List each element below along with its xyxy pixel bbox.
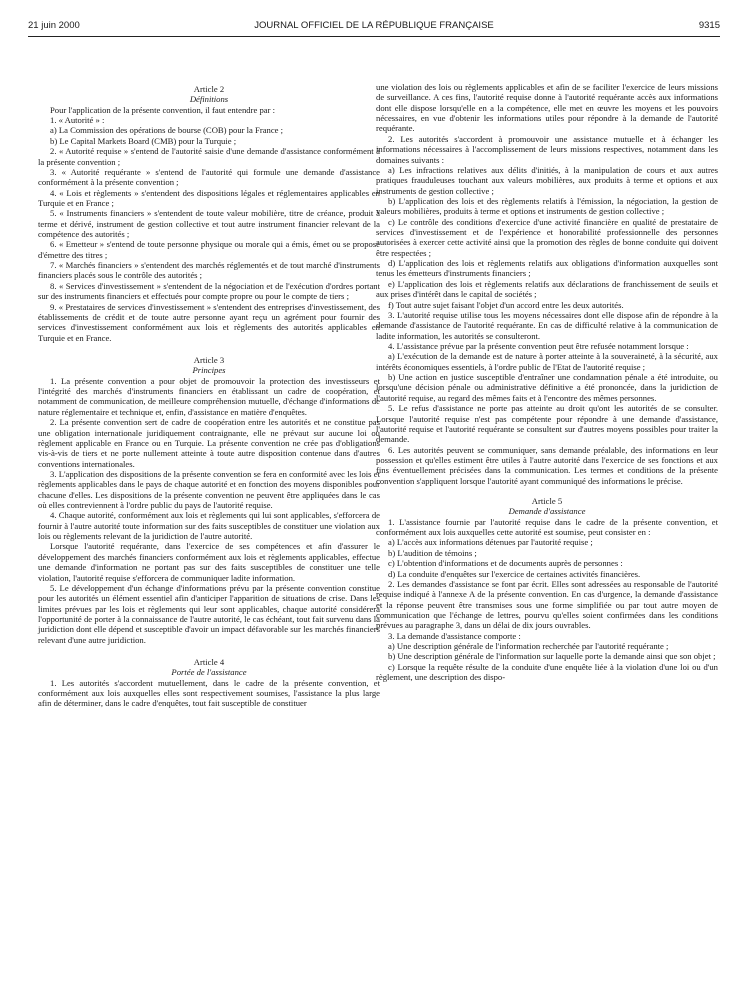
- paragraph: 6. « Emetteur » s'entend de toute personne physique ou morale qui a émis, émet ou se propose d'émettre des titres ;: [38, 239, 380, 260]
- paragraph: 4. L'assistance prévue par la présente convention peut être refusée notamment lorsque :: [388, 340, 689, 351]
- paragraph: d) La conduite d'enquêtes sur l'exercice de certaines activités financières.: [388, 568, 641, 579]
- paragraph: 1. La présente convention a pour objet de promouvoir la protection des investisseurs et l'intégrité des marchés d'instruments financiers en établissant un cadre de coopération, et notamment de communication, de meilleure compréhension mutuelle, d'échange d'informations de nature réglementaire et technique et, enfin, d'assistance en matière d'enquêtes.: [38, 375, 380, 417]
- right-column: [376, 82, 718, 990]
- paragraph: 5. « Instruments financiers » s'entendent de toute valeur mobilière, titre de créance, produit à terme et dérivé, instrument de gestion collective et tout autre instrument financier relevant de la compétence des autorités ;: [38, 208, 380, 240]
- paragraph: une violation des lois ou règlements applicables et afin de se faciliter l'exercice de leurs missions de surveillance. A ces fins, l'autorité requise donne à l'autorité requérante accès aux informations dont elle dispose lorsqu'elle en a la compétence, elle met en œuvre les moyens et les pouvoirs nécessaires, en vue d'obtenir les informations utiles pour répondre à la demande de l'autorité requérante.: [376, 82, 718, 134]
- paragraph: a) La Commission des opérations de bourse (COB) pour la France ;: [50, 125, 284, 136]
- paragraph: a) L'exécution de la demande est de nature à porter atteinte à la souveraineté, à la sécurité, aux intérêts économiques essentiels, à l'ordre public de l'Etat de l'autorité requise ;: [376, 351, 718, 372]
- paragraph: Pour l'application de la présente convention, il faut entendre par :: [50, 104, 276, 115]
- paragraph: e) L'application des lois et règlements relatifs aux déclarations de franchissement de seuils et aux prises d'intérêt dans le capital de sociétés ;: [376, 278, 718, 300]
- paragraph: a) Les infractions relatives aux délits d'initiés, à la manipulation de cours et aux autres pratiques frauduleuses touchant aux valeurs mobilières, aux produits à terme et options et aux instruments de gestion collective ;: [376, 164, 718, 196]
- paragraph: 5. Le refus d'assistance ne porte pas atteinte au droit qu'ont les autorités de se consulter. Lorsque l'autorité requise n'est pas compétente pour répondre à une demande d'assistance, l'autorité requise et l'autorité requérante se consultent sur d'autres moyens possibles pour traiter la demande.: [376, 403, 718, 445]
- article-heading: Article 2: [193, 84, 225, 94]
- paragraph: 2. Les demandes d'assistance se font par écrit. Elles sont adressées au responsable de l'autorité requise indiqué à l'annexe A de la présente convention. En cas d'urgence, la demande d'assistance et la réponse peuvent être transmises sous une forme simplifiée ou par tout autre moyen de communication que l'échange de lettres, pourvu qu'elles soient confirmées dans les conditions prévues au paragraphe 3, dans un délai de dix jours ouvrables.: [376, 578, 718, 631]
- paragraph: Lorsque l'autorité requérante, dans l'exercice de ses compétences et afin d'assurer le développement des marchés financiers conformément aux lois et règlements applicables, effectue une demande d'information ne portant pas sur des faits susceptibles de constituer une telle violation, l'autorité requise s'efforcera de communiquer ladite information.: [38, 541, 380, 583]
- paragraph: a) Une description générale de l'information recherchée par l'autorité requérante ;: [388, 641, 669, 652]
- paragraph: 6. Les autorités peuvent se communiquer, sans demande préalable, des informations en leur possession et qu'elles estiment être utiles à l'autre autorité dans l'exercice de ses fonctions et aux fins éventuellement précisées dans la communication. Les termes et conditions de la présente convention s'appliquent lorsque l'autorité ayant communiqué des informations le précise.: [376, 444, 718, 486]
- page-header: [28, 20, 720, 32]
- article-subheading: Principes: [192, 365, 226, 376]
- paragraph: b) Une description générale de l'information sur laquelle porte la demande ainsi que son objet ;: [388, 651, 716, 662]
- paragraph: 7. « Marchés financiers » s'entendent des marchés réglementés et de tout marché d'instruments financiers placés sous le contrôle des autorités ;: [38, 260, 380, 281]
- paragraph: 3. « Autorité requérante » s'entend de l'autorité qui formule une demande d'assistance conformément à la présente convention ;: [38, 166, 380, 188]
- paragraph: 3. L'autorité requise utilise tous les moyens nécessaires dont elle dispose afin de répondre à la demande d'assistance de l'autorité requérante. En cas de difficulté relative à la communication de ladite information, les autorités se consulteront.: [376, 309, 718, 341]
- header-rule: [28, 36, 720, 37]
- journal-title: JOURNAL OFFICIEL DE LA RÉPUBLIQUE FRANÇAISE: [254, 20, 494, 31]
- issue-date: 21 juin 2000: [28, 20, 80, 31]
- paragraph: 1. Les autorités s'accordent mutuellement, dans le cadre de la présente convention, et conformément aux lois auxquelles elles sont respectivement soumises, l'assistance la plus large afin de déterminer, dans le cadre d'enquêtes, tout fait susceptible de constituer: [38, 677, 380, 709]
- article-subheading: Portée de l'assistance: [171, 667, 247, 678]
- paragraph: c) Le contrôle des conditions d'exercice d'une activité financière en qualité de prestataire de services d'investissement et de l'expérience et honorabilité professionnelle des personnes autorisées à exercer cette activité ainsi que la promotion des règles de bonne conduite qui doivent être respectées ;: [376, 216, 718, 258]
- paragraph: 1. « Autorité » :: [50, 115, 105, 126]
- paragraph: b) Le Capital Markets Board (CMB) pour la Turquie ;: [50, 135, 237, 146]
- paragraph: 8. « Services d'investissement » s'entendent de la négociation et de l'exécution d'ordres portant sur des instruments financiers et effectués pour compte propre ou pour le compte de tiers ;: [38, 280, 380, 302]
- paragraph: 9. « Prestataires de services d'investissement » s'entendent des entreprises d'investissement, des établissements de crédit et de toute autre personne ayant reçu un agrément pour fournir des services d'investissement conformément aux lois et règlements des autorités applicables en Turquie et en France.: [38, 301, 380, 343]
- paragraph: 4. « Lois et règlements » s'entendent des dispositions légales et réglementaires applicables en Turquie et en France ;: [38, 187, 380, 208]
- paragraph: a) L'accès aux informations détenues par l'autorité requise ;: [388, 537, 593, 548]
- left-column: [38, 84, 380, 990]
- article-subheading: Demande d'assistance: [508, 506, 586, 517]
- paragraph: 3. L'application des dispositions de la présente convention se fera en conformité avec les lois et règlements applicables dans le pays de chaque autorité et en fonction des moyens disponibles pour chacune d'elles. Les dispositions de la présente convention ne peuvent être appliquées dans le cas où elles contreviennent à l'ordre public du pays de l'autorité requise.: [38, 468, 380, 511]
- paragraph: f) Tout autre sujet faisant l'objet d'un accord entre les deux autorités.: [388, 299, 624, 310]
- article-heading: Article 3: [193, 354, 225, 365]
- paragraph: b) L'audition de témoins ;: [388, 547, 477, 558]
- paragraph: 3. La demande d'assistance comporte :: [388, 630, 521, 641]
- paragraph: 2. « Autorité requise » s'entend de l'autorité saisie d'une demande d'assistance conformément à la présente convention ;: [38, 146, 380, 167]
- paragraph: 2. La présente convention sert de cadre de coopération entre les autorités et ne constitue pas une obligation internationale juridiquement contraignante, elle ne prévaut sur aucune loi ou règlement applicable en France ou en Turquie. La présente convention ne crée pas d'obligations vis-à-vis de tiers et ne porte nullement atteinte à toute autre disposition contenue dans d'autres conventions internationales.: [38, 417, 380, 469]
- page-number: 9315: [698, 20, 720, 31]
- article-heading: Article 4: [193, 657, 225, 668]
- paragraph: 4. Chaque autorité, conformément aux lois et règlements qui lui sont applicables, s'efforcera de fournir à l'autre autorité toute information sur des faits susceptibles de constituer une violation aux lois ou règlements relevant de la juridiction de l'autre autorité.: [38, 510, 380, 542]
- paragraph: 5. Le développement d'un échange d'informations prévu par la présente convention constitue pour les autorités un élément essentiel afin d'anticiper l'apparition de situations de crise. Dans les limites prévues par les lois et règlements qui leur sont applicables, chaque autorité considérera l'opportunité de porter à la connaissance de l'autre autorité, le cas échéant, tout fait survenu dans la juridiction dont elle dépend et susceptible d'avoir un impact défavorable sur les marchés financiers relevant d'une autre juridiction.: [38, 582, 380, 645]
- article-subheading: Définitions: [189, 94, 229, 105]
- paragraph: d) L'application des lois et règlements relatifs aux obligations d'information auxquelles sont tenus les émetteurs d'instruments financiers ;: [376, 258, 718, 279]
- paragraph: 1. L'assistance fournie par l'autorité requise dans le cadre de la présente convention, et conformément aux lois auxquelles cette autorité est soumise, peut consister en :: [376, 516, 718, 538]
- paragraph: c) Lorsque la requête résulte de la conduite d'une enquête liée à la violation d'une loi ou d'un règlement, une description des dispo-: [376, 661, 718, 683]
- paragraph: b) Une action en justice susceptible d'entraîner une condamnation pénale a été introduite, ou lorsqu'une décision pénale ou administrative définitive a été prononcée, dans la juridiction de l'autorité requise, au regard des mêmes faits et à l'encontre des mêmes personnes.: [376, 372, 718, 403]
- paragraph: 2. Les autorités s'accordent à promouvoir une assistance mutuelle et à échanger les informations nécessaires à l'accomplissement de leurs missions respectives, notamment dans les domaines suivants :: [376, 133, 718, 165]
- paragraph: b) L'application des lois et des règlements relatifs à l'émission, la négociation, la gestion de valeurs mobilières, produits à terme et options et instruments de gestion collective ;: [376, 195, 718, 217]
- article-heading: Article 5: [531, 496, 563, 507]
- paragraph: c) L'obtention d'informations et de documents auprès de personnes :: [388, 558, 623, 569]
